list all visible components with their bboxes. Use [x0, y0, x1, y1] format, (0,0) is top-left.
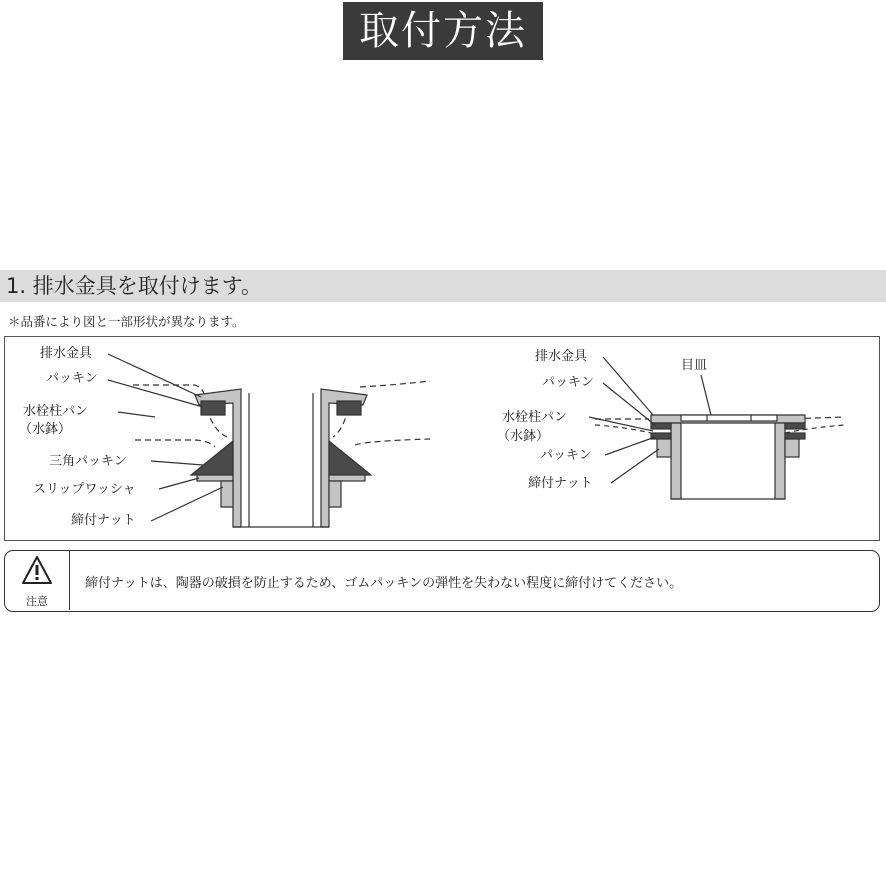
- caution-icon-box: [5, 551, 70, 610]
- r-wall-left: [671, 423, 681, 499]
- r-label-packing-top: パッキン: [542, 375, 594, 390]
- left-cross-section: [108, 354, 430, 527]
- r-label-basin: 水栓柱パン: [502, 410, 568, 425]
- r-leader-nut: [611, 449, 659, 483]
- leader-packing: [108, 380, 203, 407]
- label-tightening-nut: 締付ナット: [71, 513, 136, 528]
- step-bar: [0, 270, 886, 302]
- label-slip-washer: スリップワッシャ: [33, 482, 136, 497]
- diagram-drawing: [5, 337, 881, 542]
- product-note: ＊品番により図と一部形状が異なります。: [8, 314, 245, 329]
- leader-drain-fitting: [108, 354, 201, 397]
- slip-washer-right: [329, 475, 365, 481]
- slip-washer-left: [197, 475, 233, 481]
- page-title: 取付方法: [343, 2, 543, 60]
- r-leader-packing-bottom: [605, 437, 655, 455]
- label-basin-sub: （水鉢）: [19, 422, 72, 437]
- r-grate: [681, 415, 777, 421]
- r-label-tightening-nut: 締付ナット: [528, 476, 593, 491]
- triangle-packing-left: [191, 441, 233, 475]
- caution-text: 締付ナットは、陶器の破損を防止するため、ゴムパッキンの弾性を失わない程度に締付けてください。: [85, 576, 683, 591]
- installation-diagram: [4, 336, 880, 541]
- r-label-grate: 目皿: [681, 358, 708, 373]
- packing-right: [337, 401, 361, 415]
- basin-surface-bottom-left: [135, 440, 215, 447]
- right-cross-section: [589, 357, 845, 499]
- r-label-drain-fitting: 排水金具: [535, 349, 588, 364]
- label-packing: パッキン: [46, 371, 98, 386]
- r-packing-top-right: [785, 423, 805, 429]
- r-nut-left: [657, 439, 671, 457]
- label-triangle-packing: 三角パッキン: [49, 454, 127, 469]
- leader-nut: [151, 487, 223, 521]
- caution-icon-label: 注意: [26, 595, 48, 608]
- nut-left: [221, 481, 233, 507]
- r-packing-bottom-left: [651, 433, 671, 439]
- r-leader-grate: [701, 375, 711, 415]
- triangle-packing-right: [329, 441, 371, 475]
- basin-surface-bottom-right: [355, 439, 430, 445]
- r-wall-right: [775, 423, 785, 499]
- packing-left: [201, 401, 225, 415]
- nut-right: [329, 481, 341, 507]
- basin-surface-top-right: [360, 381, 430, 387]
- label-basin: 水栓柱パン: [23, 404, 89, 419]
- r-packing-bottom-right: [785, 433, 805, 439]
- label-drain-fitting: 排水金具: [40, 346, 93, 361]
- caution-box: [4, 550, 880, 612]
- r-label-packing-bottom: パッキン: [540, 448, 592, 463]
- leader-basin: [118, 412, 155, 417]
- warning-triangle-icon: [5, 553, 69, 593]
- step-title: 1. 排水金具を取付けます。: [6, 274, 263, 298]
- r-leader-drain: [603, 357, 653, 415]
- leader-slip-washer: [159, 478, 199, 489]
- r-nut-right: [785, 439, 799, 457]
- leader-triangle-packing: [151, 461, 203, 465]
- r-label-basin-sub: （水鉢）: [497, 429, 550, 444]
